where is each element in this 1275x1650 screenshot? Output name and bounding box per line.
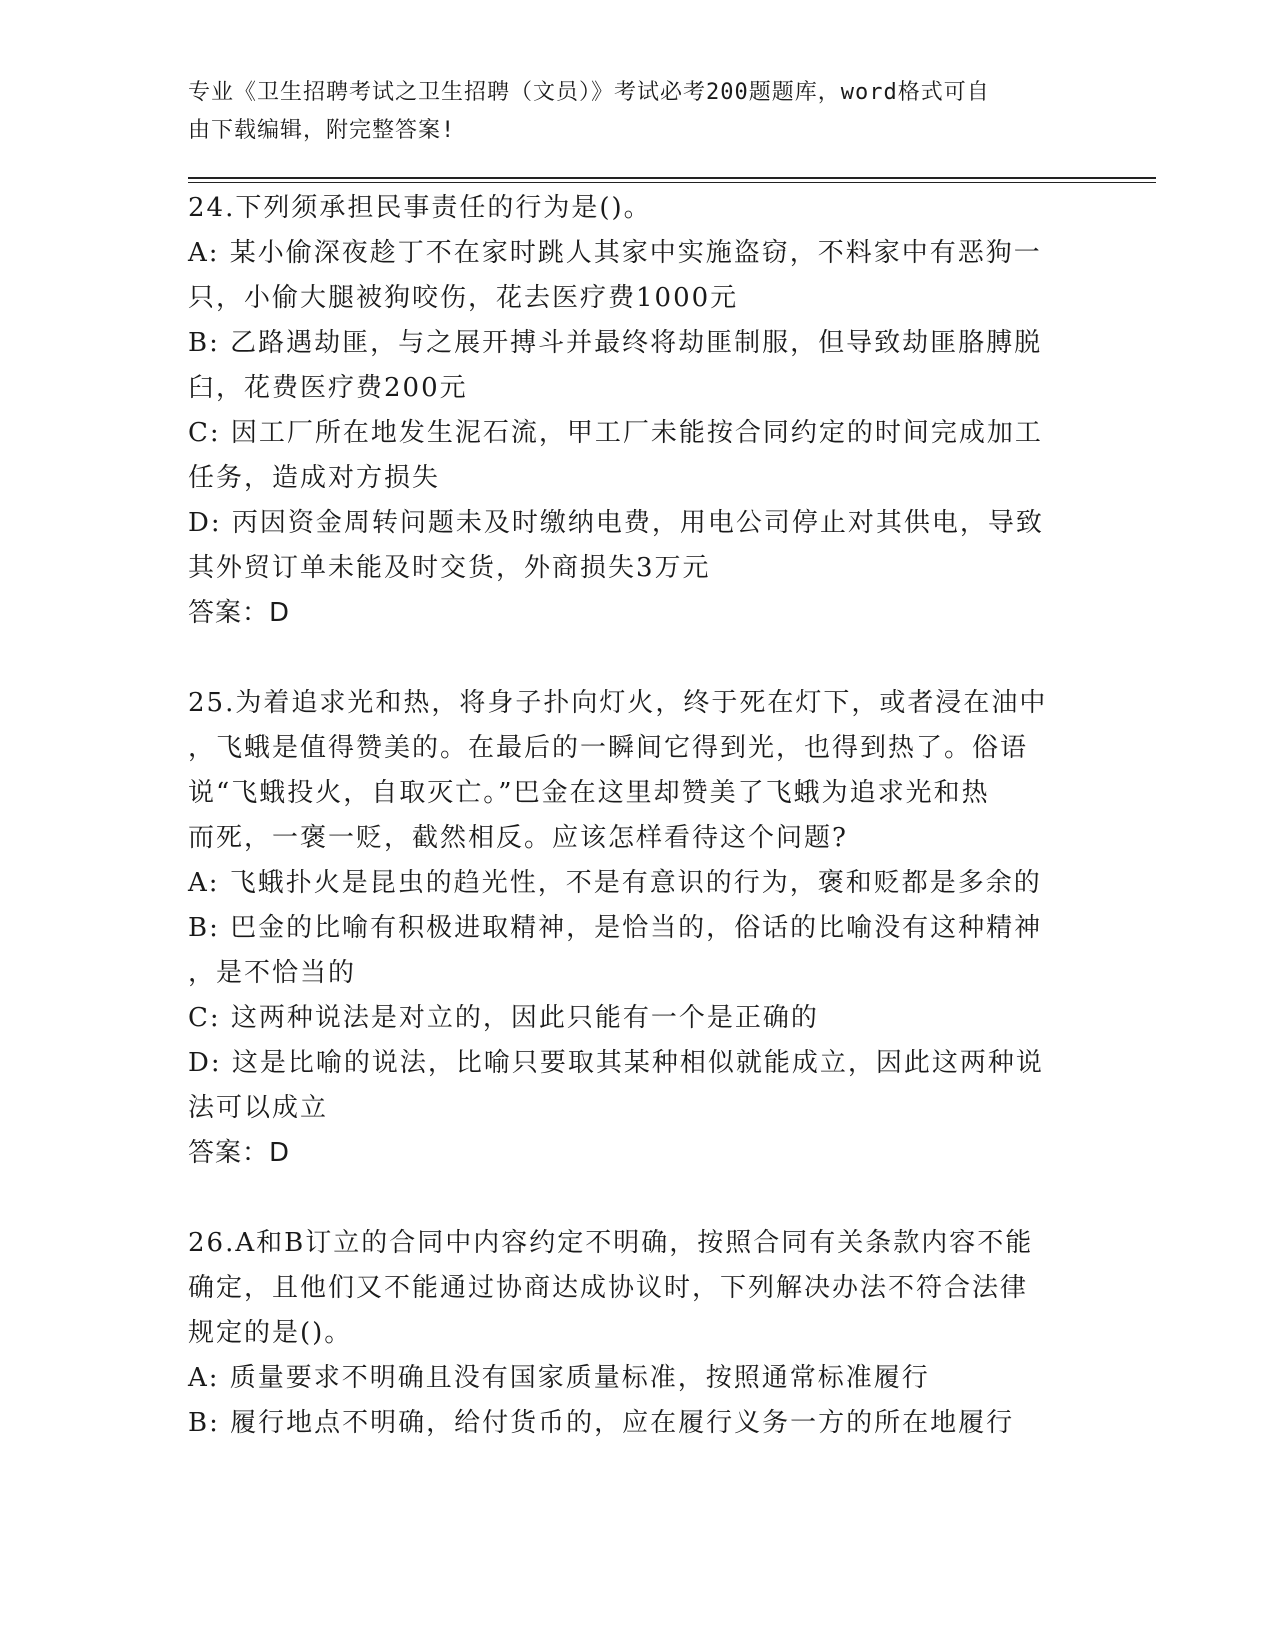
option-line: B: 巴金的比喻有积极进取精神，是恰当的，俗话的比喻没有这种精神 xyxy=(188,913,1043,943)
question-spacer xyxy=(188,1176,1088,1221)
question-stem-line: 26.A和B订立的合同中内容约定不明确，按照合同有关条款内容不能 xyxy=(188,1228,1034,1258)
option-line: D: 丙因资金周转问题未及时缴纳电费，用电公司停止对其供电，导致 xyxy=(188,508,1044,538)
question-stem-line: 确定，且他们又不能通过协商达成协议时，下列解决办法不符合法律 xyxy=(188,1273,1029,1303)
option-line: A: 某小偷深夜趁丁不在家时跳人其家中实施盗窃，不料家中有恶狗一 xyxy=(188,238,1042,268)
answer-key: 答案：D xyxy=(188,1138,291,1168)
answer-option xyxy=(188,861,1088,906)
header-line: 由下载编辑，附完整答案! xyxy=(188,118,456,143)
option-line: 只，小偷大腿被狗咬伤，花去医疗费1000元 xyxy=(188,283,739,313)
option-line: 其外贸订单未能及时交货，外商损失3万元 xyxy=(188,553,711,583)
question-stem-line: 而死，一褒一贬，截然相反。应该怎样看待这个问题? xyxy=(188,823,848,853)
header-divider xyxy=(188,177,1156,179)
option-line: 臼，花费医疗费200元 xyxy=(188,373,468,403)
question-stem-line: 说“飞蛾投火，自取灭亡。”巴金在这里却赞美了飞蛾为追求光和热 xyxy=(188,778,990,808)
option-line: D: 这是比喻的说法，比喻只要取其某种相似就能成立，因此这两种说 xyxy=(188,1048,1044,1078)
document-header xyxy=(188,74,1068,150)
answer-option xyxy=(188,231,1088,321)
answer-option xyxy=(188,1401,1088,1446)
answer-option xyxy=(188,411,1088,501)
option-line: B: 履行地点不明确，给付货币的，应在履行义务一方的所在地履行 xyxy=(188,1408,1015,1438)
question-stem-line: 规定的是()。 xyxy=(188,1318,353,1348)
question-block xyxy=(188,681,1088,1176)
question-stem-line: 25.为着追求光和热，将身子扑向灯火，终于死在灯下，或者浸在油中 xyxy=(188,688,1048,718)
header-line: 专业《卫生招聘考试之卫生招聘（文员）》考试必考200题题库，word格式可自 xyxy=(188,80,990,105)
option-line: 任务，造成对方损失 xyxy=(188,463,441,493)
question-spacer xyxy=(188,636,1088,681)
option-line: 法可以成立 xyxy=(188,1093,329,1123)
question-block xyxy=(188,186,1088,636)
option-line: A: 飞蛾扑火是昆虫的趋光性，不是有意识的行为，褒和贬都是多余的 xyxy=(188,868,1042,898)
option-line: C: 这两种说法是对立的，因此只能有一个是正确的 xyxy=(188,1003,819,1033)
question-block xyxy=(188,1221,1088,1446)
option-line: A: 质量要求不明确且没有国家质量标准，按照通常标准履行 xyxy=(188,1363,930,1393)
answer-option xyxy=(188,501,1088,591)
question-stem-line: 24.下列须承担民事责任的行为是()。 xyxy=(188,193,652,223)
answer-key: 答案：D xyxy=(188,598,291,628)
header-divider-thin xyxy=(188,182,1156,183)
option-line: B: 乙路遇劫匪，与之展开搏斗并最终将劫匪制服，但导致劫匪胳膊脱 xyxy=(188,328,1043,358)
question-list xyxy=(188,186,1088,1446)
option-line: C: 因工厂所在地发生泥石流，甲工厂未能按合同约定的时间完成加工 xyxy=(188,418,1043,448)
answer-option xyxy=(188,1356,1088,1401)
answer-option xyxy=(188,1041,1088,1131)
question-stem-line: ，飞蛾是值得赞美的。在最后的一瞬间它得到光，也得到热了。俗语 xyxy=(188,733,1029,763)
option-line: ，是不恰当的 xyxy=(188,958,357,988)
answer-option xyxy=(188,321,1088,411)
answer-option xyxy=(188,906,1088,996)
answer-option xyxy=(188,996,1088,1041)
